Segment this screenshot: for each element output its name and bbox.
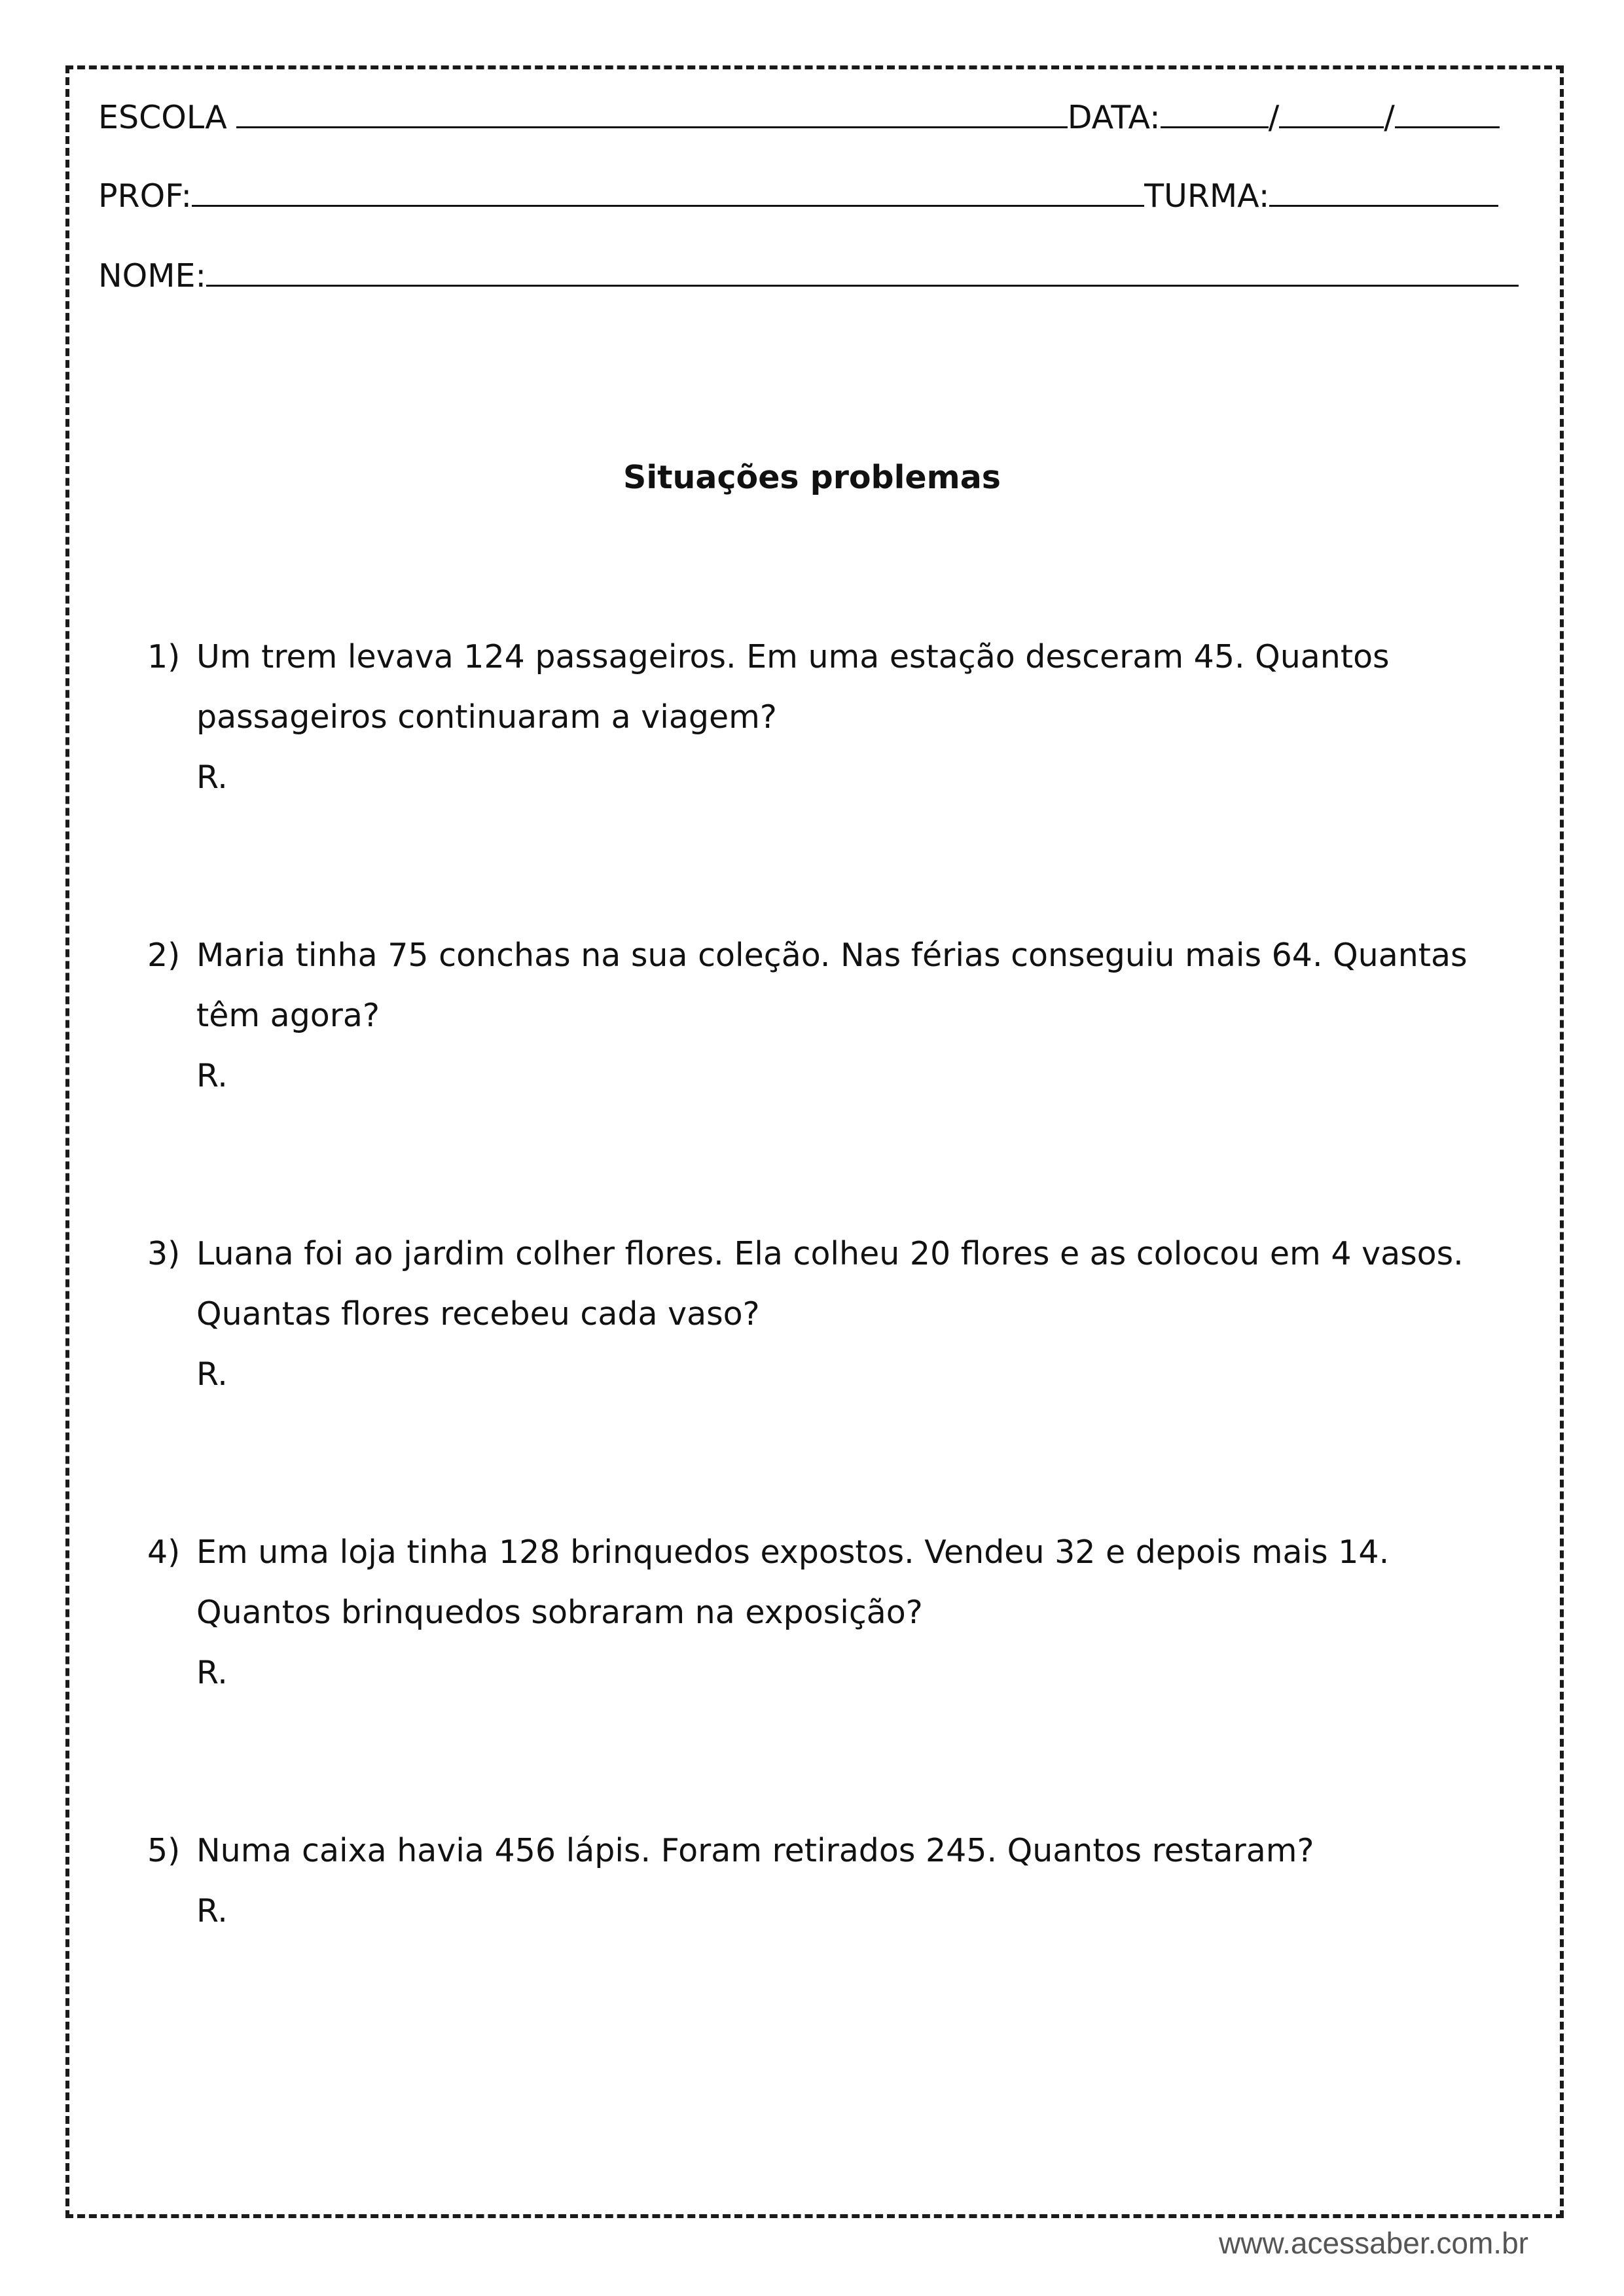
question-number: 4) [147,1534,181,1571]
date-separator-1: / [1268,99,1280,136]
question-text: Numa caixa havia 456 lápis. Foram retirados 245. Quantos restaram? [196,1832,1314,1869]
question-text: Maria tinha 75 conchas na sua coleção. Nas férias conseguiu mais 64. Quantas têm agora? [196,937,1468,1034]
nome-label: NOME: [98,257,206,295]
question-text: Luana foi ao jardim colher flores. Ela colheu 20 flores e as colocou em 4 vasos. Quantas flores recebeu cada vaso? [196,1235,1464,1333]
answer-label: R. [196,759,228,796]
header-nome-row [98,257,1519,296]
question-number: 2) [147,937,181,974]
answer-label: R. [196,1355,228,1393]
turma-label: TURMA: [1144,177,1270,215]
answer-label: R. [196,1654,228,1691]
question-number: 1) [147,638,181,675]
question-number: 5) [147,1832,181,1869]
data-label: DATA: [1067,99,1161,136]
turma-field[interactable] [1269,179,1498,207]
date-month-field[interactable] [1279,100,1384,128]
question-text: Um trem levava 124 passageiros. Em uma estação desceram 45. Quantos passageiros continuaram a viagem? [196,638,1390,736]
header-prof-row [98,177,1498,216]
date-year-field[interactable] [1395,100,1500,128]
date-separator-2: / [1384,99,1395,136]
escola-label: ESCOLA [98,99,227,136]
prof-field[interactable] [192,179,1144,207]
question-3 [147,1224,1522,1405]
question-5 [147,1821,1522,1941]
question-text: Em uma loja tinha 128 brinquedos expostos. Vendeu 32 e depois mais 14. Quantos brinquedos sobraram na exposição? [196,1534,1390,1631]
question-1 [147,627,1522,808]
escola-field[interactable] [236,100,1068,128]
page-title: Situações problemas [623,459,1001,496]
date-day-field[interactable] [1161,100,1269,128]
question-2 [147,925,1522,1106]
website-footer: www.acessaber.com.br [1219,2226,1528,2260]
question-number: 3) [147,1235,181,1272]
answer-label: R. [196,1057,228,1094]
header-escola-row [98,98,1500,137]
question-4 [147,1522,1522,1703]
answer-label: R. [196,1892,228,1929]
prof-label: PROF: [98,177,192,215]
nome-field[interactable] [206,259,1519,287]
